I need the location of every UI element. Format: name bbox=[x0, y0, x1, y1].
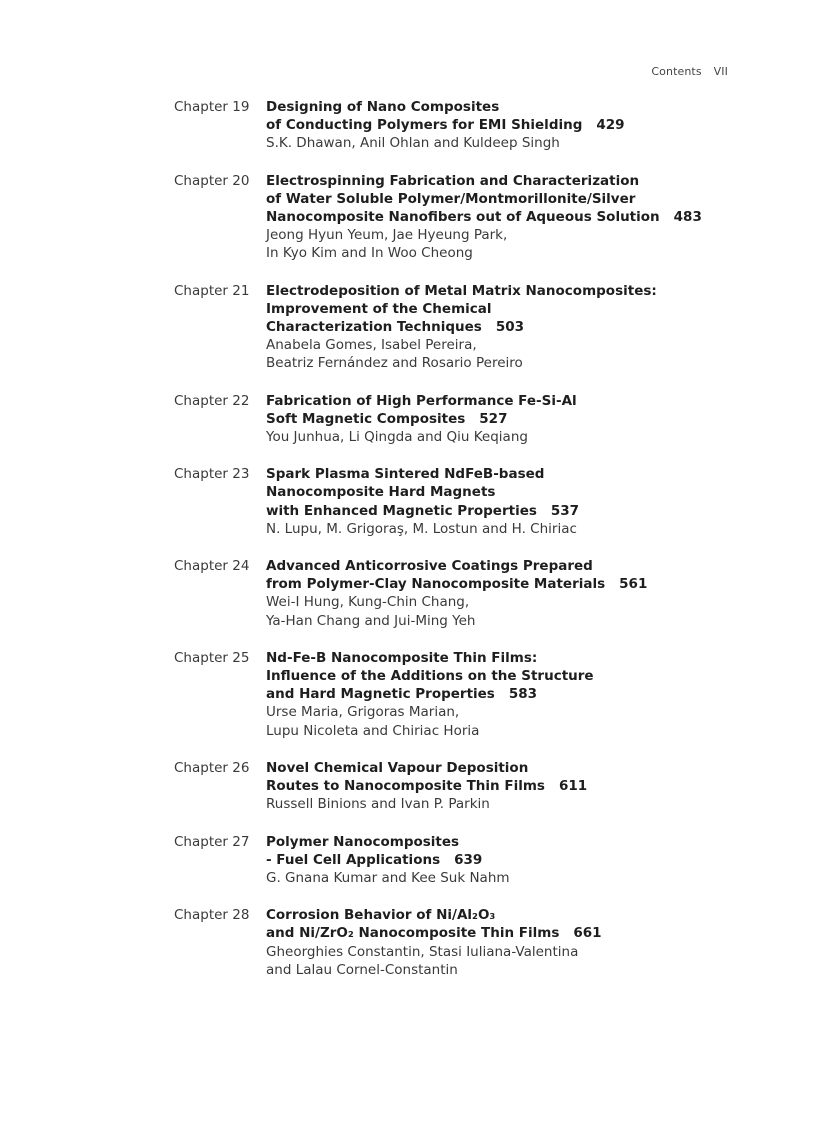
chapter-title-line bbox=[266, 759, 734, 777]
toc-entry-body bbox=[266, 172, 734, 263]
chapter-label: Chapter 25 bbox=[174, 649, 250, 666]
toc-entry-body bbox=[266, 98, 734, 153]
chapter-label: Chapter 26 bbox=[174, 759, 250, 776]
chapter-label: Chapter 23 bbox=[174, 466, 250, 483]
toc-entry-body bbox=[266, 759, 734, 814]
chapter-authors: Wei-I Hung, Kung-Chin Chang, bbox=[266, 594, 470, 611]
page-number[interactable]: 661 bbox=[573, 925, 602, 942]
toc-entry-body bbox=[266, 282, 734, 373]
toc-entry-body bbox=[266, 906, 734, 979]
chapter-title-text: Influence of the Additions on the Structure bbox=[266, 668, 594, 685]
chapter-title-line bbox=[266, 649, 734, 667]
toc-entry-body bbox=[266, 557, 734, 630]
chapter-title-text: Fabrication of High Performance Fe-Si-Al bbox=[266, 392, 577, 409]
chapter-title-text: - Fuel Cell Applications bbox=[266, 851, 441, 868]
chapter-authors: Jeong Hyun Yeum, Jae Hyeung Park, bbox=[266, 227, 508, 244]
chapter-authors: Gheorghies Constantin, Stasi Iuliana-Valentina bbox=[266, 943, 579, 960]
page-number[interactable]: 611 bbox=[558, 778, 588, 795]
chapter-title-text: Soft Magnetic Composites bbox=[266, 410, 466, 427]
chapter-authors: Lupu Nicoleta and Chiriac Horia bbox=[266, 722, 480, 739]
chapter-title-line bbox=[266, 318, 734, 336]
toc-entry[interactable] bbox=[174, 759, 734, 814]
page-number[interactable]: 429 bbox=[596, 117, 625, 134]
chapter-title-text: Nanocomposite Hard Magnets bbox=[266, 484, 496, 501]
chapter-title-line bbox=[266, 502, 734, 520]
chapter-authors: and Lalau Cornel-Constantin bbox=[266, 961, 458, 978]
chapter-authors: Beatriz Fernández and Rosario Pereiro bbox=[266, 355, 523, 372]
chapter-title-text: Spark Plasma Sintered NdFeB-based bbox=[266, 466, 545, 483]
chapter-title-line bbox=[266, 465, 734, 483]
chapter-title-text: Nd-Fe-B Nanocomposite Thin Films: bbox=[266, 649, 538, 666]
chapter-title-text: Corrosion Behavior of Ni/Al₂O₃ bbox=[266, 907, 496, 924]
chapter-title-text: with Enhanced Magnetic Properties bbox=[266, 502, 537, 519]
chapter-title-line bbox=[266, 906, 734, 924]
chapter-title-line bbox=[266, 575, 734, 593]
toc-entry[interactable] bbox=[174, 557, 734, 630]
chapter-title-text: Routes to Nanocomposite Thin Films bbox=[266, 778, 545, 795]
chapter-title-text: Novel Chemical Vapour Deposition bbox=[266, 759, 529, 776]
chapter-authors: S.K. Dhawan, Anil Ohlan and Kuldeep Singh bbox=[266, 135, 560, 152]
chapter-title-line bbox=[266, 392, 734, 410]
toc-entry[interactable] bbox=[174, 392, 734, 447]
running-head bbox=[651, 65, 728, 78]
chapter-title-line bbox=[266, 557, 734, 575]
toc-entry-body bbox=[266, 392, 734, 447]
chapter-label: Chapter 28 bbox=[174, 907, 250, 924]
chapter-title-text: Nanocomposite Nanofibers out of Aqueous Solution bbox=[266, 209, 660, 226]
table-of-contents bbox=[174, 98, 734, 979]
page-number[interactable]: 527 bbox=[479, 410, 508, 427]
chapter-title-line bbox=[266, 282, 734, 300]
toc-entry-body bbox=[266, 833, 734, 888]
chapter-title-text: Electrospinning Fabrication and Characterization bbox=[266, 172, 640, 189]
toc-entry-body bbox=[266, 465, 734, 538]
toc-entry[interactable] bbox=[174, 833, 734, 888]
chapter-authors: Anabela Gomes, Isabel Pereira, bbox=[266, 337, 477, 354]
chapter-title-line bbox=[266, 924, 734, 942]
chapter-label: Chapter 24 bbox=[174, 558, 250, 575]
page-number[interactable]: 483 bbox=[673, 209, 702, 226]
chapter-label: Chapter 27 bbox=[174, 833, 250, 850]
toc-entry[interactable] bbox=[174, 98, 734, 153]
chapter-title-line bbox=[266, 777, 734, 795]
toc-entry[interactable] bbox=[174, 649, 734, 740]
chapter-authors: Urse Maria, Grigoras Marian, bbox=[266, 704, 460, 721]
page-number[interactable]: 503 bbox=[495, 319, 525, 336]
running-head-page-number: VII bbox=[713, 65, 728, 78]
chapter-title-line bbox=[266, 98, 734, 116]
toc-entry[interactable] bbox=[174, 282, 734, 373]
chapter-title-text: Electrodeposition of Metal Matrix Nanocomposites: bbox=[266, 282, 657, 299]
page-number[interactable]: 537 bbox=[550, 502, 580, 519]
page-number[interactable]: 639 bbox=[454, 851, 483, 868]
chapter-title-text: Advanced Anticorrosive Coatings Prepared bbox=[266, 558, 593, 575]
chapter-title-text: Improvement of the Chemical bbox=[266, 300, 492, 317]
chapter-authors: N. Lupu, M. Grigoraş, M. Lostun and H. Chiriac bbox=[266, 520, 577, 537]
chapter-title-text: of Conducting Polymers for EMI Shielding bbox=[266, 117, 583, 134]
chapter-title-line bbox=[266, 190, 734, 208]
chapter-title-line bbox=[266, 833, 734, 851]
chapter-title-text: of Water Soluble Polymer/Montmorillonite/Silver bbox=[266, 190, 636, 207]
chapter-authors: G. Gnana Kumar and Kee Suk Nahm bbox=[266, 869, 510, 886]
chapter-label: Chapter 19 bbox=[174, 99, 250, 115]
chapter-label: Chapter 22 bbox=[174, 392, 250, 409]
chapter-title-line bbox=[266, 116, 734, 134]
chapter-title-text: Designing of Nano Composites bbox=[266, 99, 500, 115]
chapter-title-line bbox=[266, 208, 734, 226]
page-number[interactable]: 583 bbox=[508, 686, 538, 703]
chapter-title-line bbox=[266, 685, 734, 703]
chapter-authors: Ya-Han Chang and Jui-Ming Yeh bbox=[266, 612, 476, 629]
toc-entry-body bbox=[266, 649, 734, 740]
chapter-title-text: from Polymer-Clay Nanocomposite Materials bbox=[266, 576, 606, 593]
chapter-authors: Russell Binions and Ivan P. Parkin bbox=[266, 796, 490, 813]
chapter-title-text: Polymer Nanocomposites bbox=[266, 833, 460, 850]
chapter-title-text: and Ni/ZrO₂ Nanocomposite Thin Films bbox=[266, 925, 560, 942]
chapter-title-line bbox=[266, 851, 734, 869]
toc-entry[interactable] bbox=[174, 172, 734, 263]
chapter-title-line bbox=[266, 410, 734, 428]
chapter-title-line bbox=[266, 300, 734, 318]
chapter-title-line bbox=[266, 172, 734, 190]
chapter-label: Chapter 20 bbox=[174, 172, 250, 189]
chapter-title-text: and Hard Magnetic Properties bbox=[266, 686, 495, 703]
chapter-title-line bbox=[266, 483, 734, 501]
running-head-section: Contents bbox=[651, 65, 702, 78]
toc-entry[interactable] bbox=[174, 465, 734, 538]
page-number[interactable]: 561 bbox=[619, 576, 648, 593]
chapter-title-line bbox=[266, 667, 734, 685]
chapter-title-text: Characterization Techniques bbox=[266, 319, 482, 336]
chapter-label: Chapter 21 bbox=[174, 282, 250, 299]
chapter-authors: You Junhua, Li Qingda and Qiu Keqiang bbox=[266, 429, 528, 446]
toc-entry[interactable] bbox=[174, 906, 734, 979]
chapter-authors: In Kyo Kim and In Woo Cheong bbox=[266, 245, 473, 262]
